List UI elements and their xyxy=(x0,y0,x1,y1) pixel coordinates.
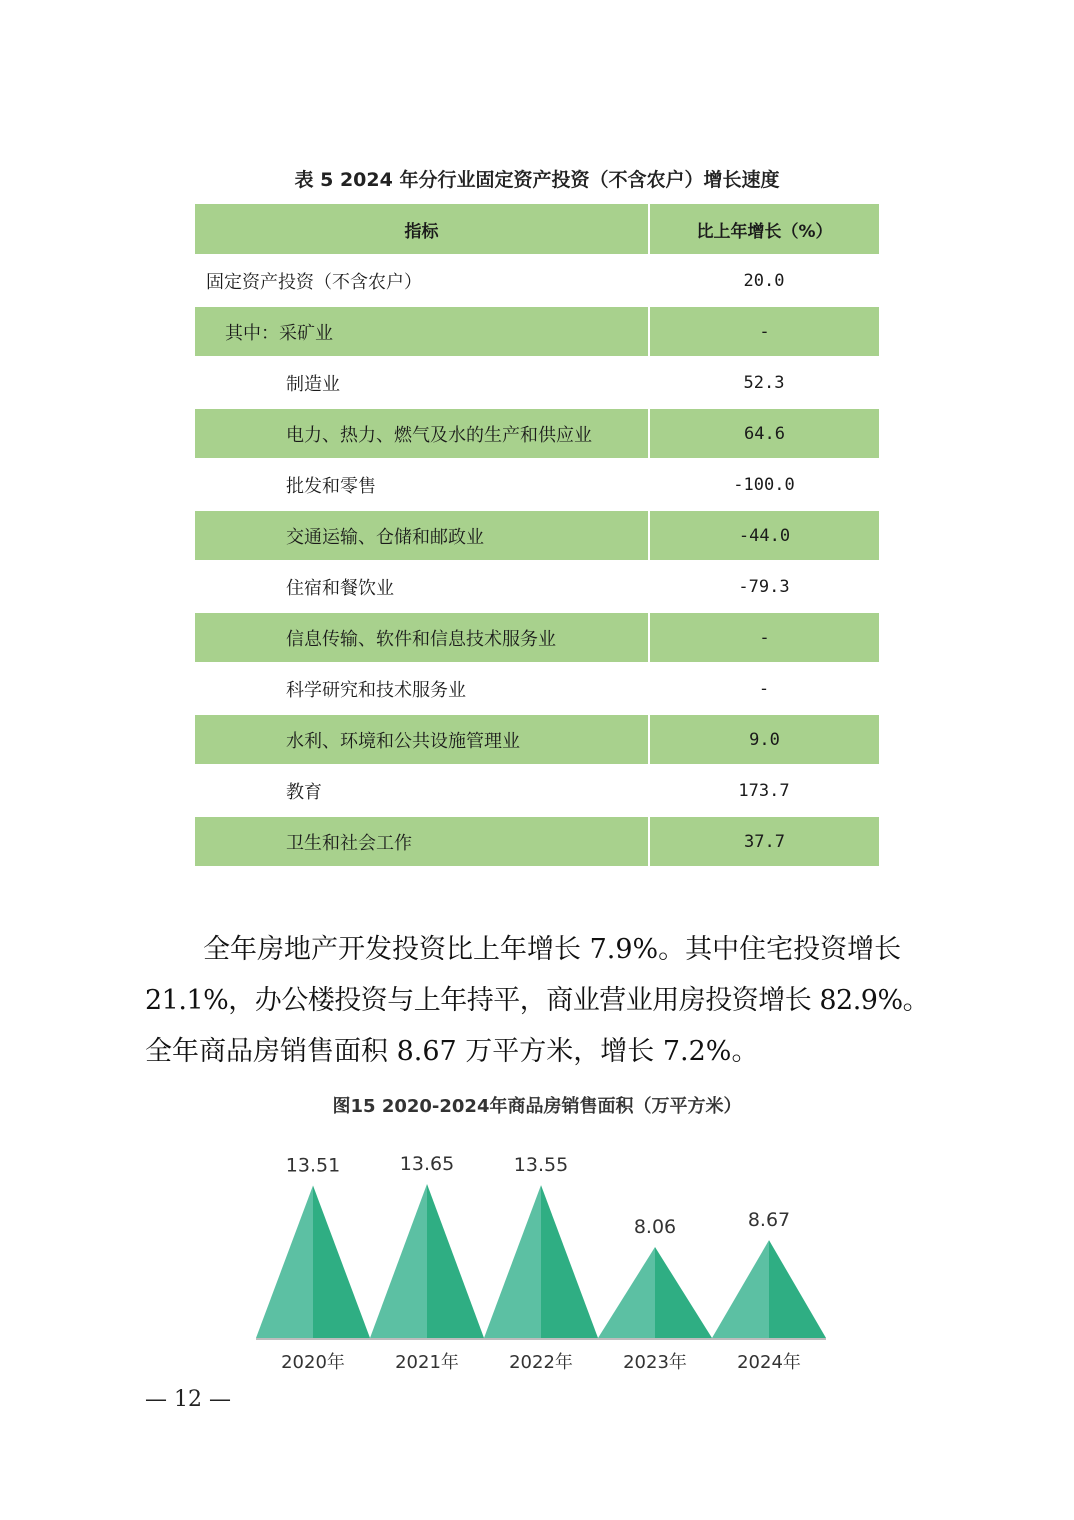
body-paragraph xyxy=(145,924,935,1077)
triangle-bar-right xyxy=(541,1185,598,1338)
row-name: 信息传输、软件和信息技术服务业 xyxy=(195,612,649,663)
triangle-bar-left xyxy=(712,1240,769,1338)
triangle-bar-right xyxy=(427,1184,484,1338)
row-value: 52.3 xyxy=(743,372,785,393)
category-label: 2022年 xyxy=(509,1352,573,1373)
paragraph-line: 21.1%，办公楼投资与上年持平，商业营业用房投资增长 82.9%。 xyxy=(145,985,930,1016)
triangle-bar-right xyxy=(655,1247,712,1338)
row-value: - xyxy=(758,678,770,699)
paragraph-line: 全年房地产开发投资比上年增长 7.9%。其中住宅投资增长 xyxy=(203,934,902,965)
row-name: 固定资产投资（不含农户） xyxy=(206,271,422,293)
table-row xyxy=(195,459,879,510)
row-name: 卫生和社会工作 xyxy=(195,816,649,867)
row-value: -79.3 xyxy=(738,576,790,597)
row-value: - xyxy=(649,306,879,357)
row-value: 37.7 xyxy=(649,816,879,867)
category-label: 2021年 xyxy=(395,1352,459,1373)
row-name: 电力、热力、燃气及水的生产和供应业 xyxy=(195,408,649,459)
industry-investment-table xyxy=(195,204,879,868)
table-row xyxy=(195,612,879,663)
row-name: 交通运输、仓储和邮政业 xyxy=(195,510,649,561)
header-indicator: 指标 xyxy=(195,204,649,255)
row-name: 批发和零售 xyxy=(286,475,376,497)
row-value: 9.0 xyxy=(649,714,879,765)
data-label: 13.51 xyxy=(285,1154,341,1177)
triangle-bar-right xyxy=(313,1186,370,1338)
triangle-bar-left xyxy=(370,1184,427,1338)
row-name: 制造业 xyxy=(286,373,340,395)
category-label: 2020年 xyxy=(281,1352,345,1373)
table-row xyxy=(195,765,879,816)
row-name: 其中：采矿业 xyxy=(195,306,649,357)
table-row xyxy=(195,663,879,714)
row-name: 水利、环境和公共设施管理业 xyxy=(195,714,649,765)
table-row xyxy=(195,561,879,612)
header-growth: 比上年增长（%） xyxy=(649,204,879,255)
row-value: 64.6 xyxy=(649,408,879,459)
triangle-bar-left xyxy=(598,1247,655,1338)
row-value: 173.7 xyxy=(738,780,790,801)
row-name: 住宿和餐饮业 xyxy=(286,577,394,599)
row-value: -100.0 xyxy=(733,474,795,495)
table-row xyxy=(195,357,879,408)
chart-title: 图15 2020-2024年商品房销售面积（万平方米） xyxy=(332,1096,742,1117)
row-name: 科学研究和技术服务业 xyxy=(286,679,466,701)
table-row xyxy=(195,816,879,867)
data-label: 8.67 xyxy=(747,1209,791,1232)
row-name: 教育 xyxy=(286,781,322,803)
table-caption: 表 5 2024 年分行业固定资产投资（不含农户）增长速度 xyxy=(294,169,780,191)
table-row xyxy=(195,714,879,765)
data-label: 8.06 xyxy=(633,1216,677,1239)
triangle-bar-right xyxy=(769,1240,826,1338)
table-row xyxy=(195,255,879,306)
sales-area-chart xyxy=(240,1130,840,1380)
triangle-bar-left xyxy=(484,1185,541,1338)
table-row xyxy=(195,510,879,561)
triangle-bar-left xyxy=(256,1186,313,1338)
category-label: 2024年 xyxy=(737,1352,801,1373)
table-header-row xyxy=(195,204,879,255)
table-row xyxy=(195,408,879,459)
data-label: 13.55 xyxy=(513,1154,569,1177)
table-row xyxy=(195,306,879,357)
row-value: 20.0 xyxy=(743,270,785,291)
row-value: - xyxy=(649,612,879,663)
data-label: 13.65 xyxy=(399,1152,455,1175)
page-number: — 12 — xyxy=(145,1387,231,1412)
row-value: -44.0 xyxy=(649,510,879,561)
paragraph-line: 全年商品房销售面积 8.67 万平方米，增长 7.2%。 xyxy=(145,1036,759,1067)
category-label: 2023年 xyxy=(623,1352,687,1373)
